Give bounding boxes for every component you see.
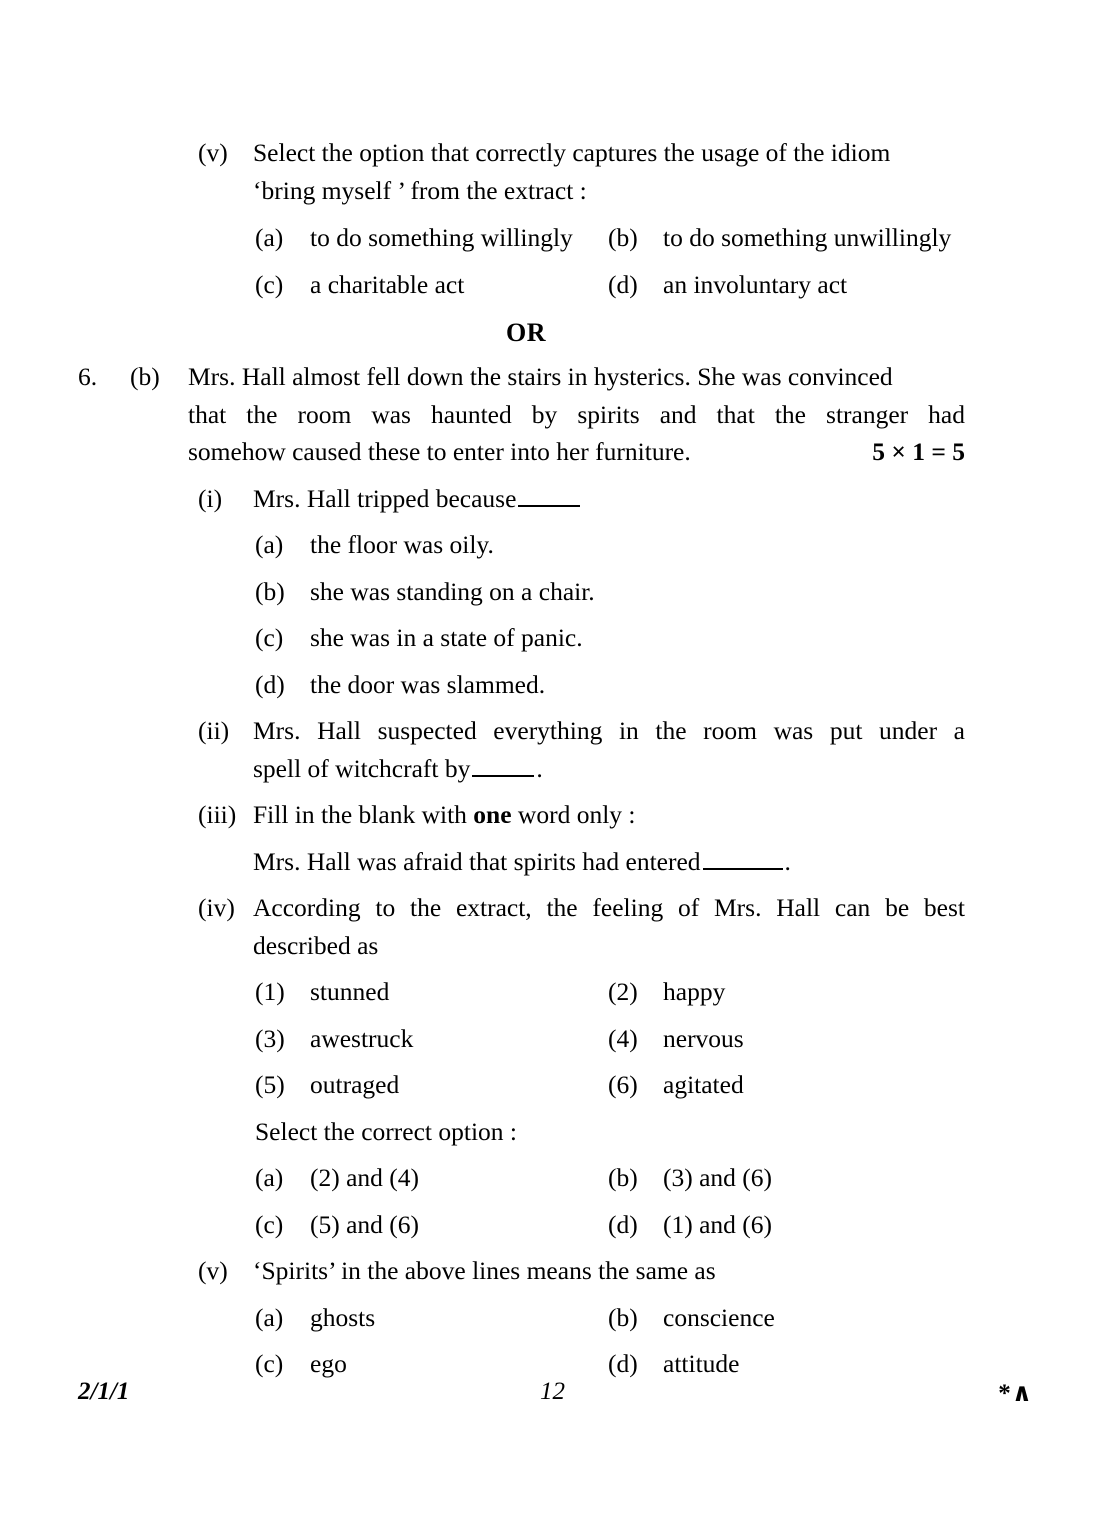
sub-question-v-option-d-label: (d) <box>608 1349 638 1378</box>
sub-question-i-option-b-label: (b) <box>255 576 285 606</box>
sub-question-iv-stem-line-1: According to the extract, the feeling of Mrs. Hall can be best <box>253 893 965 922</box>
numbered-option-3-text: awestruck <box>310 1023 414 1053</box>
sub-question-ii-line-1: Mrs. Hall suspected everything in the room was put under a <box>253 716 965 745</box>
sub-question-iv-option-b[interactable] <box>608 1159 1105 1197</box>
numbered-option-5-text: outraged <box>310 1070 400 1099</box>
numbered-option-5[interactable] <box>255 1066 608 1104</box>
option-b[interactable] <box>608 219 1105 257</box>
sub-question-i-option-d-label: (d) <box>255 669 285 699</box>
sub-question-iii-sentence <box>253 843 1105 881</box>
sub-question-iv-numbered-row-1 <box>0 973 1105 1011</box>
sub-question-iii-instruction <box>253 796 1105 834</box>
sub-question-i-blank[interactable] <box>518 488 580 507</box>
sub-question-v <box>0 1252 1105 1383</box>
sub-question-iv-option-c-text: (5) and (6) <box>310 1209 420 1239</box>
sub-question-i-option-d[interactable] <box>0 666 1105 704</box>
sub-question-v-option-d-text: attitude <box>663 1349 740 1378</box>
numbered-option-3-label: (3) <box>255 1023 285 1053</box>
sub-question-i-option-a-text: the floor was oily. <box>310 530 494 559</box>
sub-question-iv-option-c[interactable] <box>255 1206 608 1244</box>
sub-question-iii-body <box>253 796 1105 880</box>
or-divider: OR <box>506 318 546 347</box>
sub-question-v-option-a-text: ghosts <box>310 1302 376 1332</box>
question-6-extract-row <box>0 358 1105 471</box>
sub-question-v-stem: ‘Spirits’ in the above lines means the same as <box>253 1256 716 1285</box>
sub-question-iii-blank[interactable] <box>703 851 783 870</box>
question-v-previous <box>0 134 1105 303</box>
sub-question-iv-option-d-label: (d) <box>608 1209 638 1239</box>
sub-question-i-option-c-label: (c) <box>255 623 284 652</box>
sub-question-i-stem-text: Mrs. Hall tripped because <box>253 483 517 513</box>
sub-question-iii-row <box>0 796 1105 880</box>
sub-question-i-option-c-text: she was in a state of panic. <box>310 623 583 652</box>
sub-question-v-option-c[interactable] <box>255 1345 608 1383</box>
option-d[interactable] <box>608 266 1105 304</box>
question-6-part-label: (b) <box>130 362 160 391</box>
option-b-text: to do something unwillingly <box>663 223 952 252</box>
sub-question-iv-stem-row <box>0 889 1105 964</box>
sub-question-v-option-c-text: ego <box>310 1349 347 1378</box>
sub-question-ii-text <box>253 712 965 787</box>
sub-question-iv-stem <box>253 889 965 964</box>
question-6 <box>0 358 1105 1383</box>
question-v-stem-line-2: ‘bring myself ’ from the extract : <box>253 175 587 205</box>
sub-question-iv-options-row-1 <box>0 1159 1105 1197</box>
question-6-extract-line-3: somehow caused these to enter into her furniture. <box>188 437 691 466</box>
numbered-option-5-label: (5) <box>255 1070 285 1099</box>
sub-question-iv-option-c-label: (c) <box>255 1209 284 1239</box>
option-c-text: a charitable act <box>310 269 465 299</box>
sub-question-v-option-b-text: conscience <box>663 1302 775 1332</box>
question-6-extract-line-2: that the room was haunted by spirits and that the stranger had <box>188 399 965 429</box>
question-6-marks: 5 × 1 = 5 <box>872 437 965 466</box>
question-v-options-row-1 <box>0 219 1105 257</box>
paper-code: 2/1/1 <box>78 1378 130 1405</box>
option-c-label: (c) <box>255 269 284 299</box>
page-end-mark: *∧ <box>998 1380 1033 1407</box>
question-v-roman-label: (v) <box>198 138 228 167</box>
sub-question-i-option-a-label: (a) <box>255 530 284 559</box>
page-footer <box>0 1378 1105 1418</box>
option-a[interactable] <box>255 219 608 257</box>
question-6-extract-line-1: Mrs. Hall almost fell down the stairs in hysterics. She was convinced <box>188 362 893 391</box>
sub-question-i-stem <box>253 480 1105 518</box>
sub-question-v-roman: (v) <box>198 1256 228 1285</box>
question-6-number: 6. <box>78 362 98 391</box>
sub-question-i-option-d-text: the door was slammed. <box>310 669 546 699</box>
sub-question-iv-option-b-text: (3) and (6) <box>663 1163 773 1192</box>
sub-question-v-options-row-2 <box>0 1345 1105 1383</box>
option-c[interactable] <box>255 266 608 304</box>
numbered-option-1-label: (1) <box>255 977 285 1006</box>
numbered-option-6-label: (6) <box>608 1070 638 1099</box>
option-a-text: to do something willingly <box>310 223 573 252</box>
numbered-option-2-label: (2) <box>608 977 638 1006</box>
sub-question-iv-option-a-label: (a) <box>255 1163 284 1192</box>
option-a-label: (a) <box>255 223 284 252</box>
sub-question-v-option-d[interactable] <box>608 1345 1105 1383</box>
numbered-option-1-text: stunned <box>310 977 390 1006</box>
sub-question-iii-sentence-period: . <box>784 846 791 876</box>
question-6-extract-line-3-row <box>188 433 965 471</box>
option-b-label: (b) <box>608 223 638 252</box>
sub-question-ii-line-2-text: spell of witchcraft by <box>253 753 471 783</box>
numbered-option-6[interactable] <box>608 1066 1105 1104</box>
sub-question-v-option-b[interactable] <box>608 1299 1105 1337</box>
sub-question-iv-numbered-row-3 <box>0 1066 1105 1104</box>
numbered-option-2[interactable] <box>608 973 1105 1011</box>
sub-question-ii <box>0 712 1105 787</box>
numbered-option-4-text: nervous <box>663 1023 744 1053</box>
sub-question-iv-option-d[interactable] <box>608 1206 1105 1244</box>
sub-question-iii-instruction-post: word only : <box>511 800 636 829</box>
sub-question-v-stem-row <box>0 1252 1105 1290</box>
sub-question-v-options-row-1 <box>0 1299 1105 1337</box>
question-v-options-row-2 <box>0 266 1105 304</box>
sub-question-iv-select-prompt: Select the correct option : <box>255 1116 517 1146</box>
sub-question-ii-line-2 <box>253 750 965 788</box>
sub-question-i <box>0 480 1105 704</box>
option-d-text: an involuntary act <box>663 269 848 299</box>
sub-question-v-option-b-label: (b) <box>608 1302 638 1332</box>
sub-question-ii-blank[interactable] <box>472 758 534 777</box>
page-number: 12 <box>540 1378 565 1405</box>
numbered-option-6-text: agitated <box>663 1070 744 1099</box>
numbered-option-2-text: happy <box>663 977 726 1006</box>
sub-question-iii-instruction-pre: Fill in the blank with <box>253 800 474 829</box>
sub-question-v-option-c-label: (c) <box>255 1349 284 1378</box>
sub-question-ii-row <box>0 712 1105 787</box>
sub-question-i-option-c[interactable] <box>0 619 1105 657</box>
numbered-option-4-label: (4) <box>608 1023 638 1053</box>
numbered-option-4[interactable] <box>608 1020 1105 1058</box>
sub-question-iv-option-d-text: (1) and (6) <box>663 1209 773 1239</box>
sub-question-i-option-b[interactable] <box>0 573 1105 611</box>
sub-question-i-option-b-text: she was standing on a chair. <box>310 576 595 606</box>
sub-question-iv <box>0 889 1105 1243</box>
sub-question-iv-option-a-text: (2) and (4) <box>310 1163 420 1192</box>
sub-question-i-roman: (i) <box>198 483 223 513</box>
numbered-option-3[interactable] <box>255 1020 608 1058</box>
question-v-stem-row <box>0 134 1105 209</box>
numbered-option-1[interactable] <box>255 973 608 1011</box>
sub-question-iii-roman: (iii) <box>198 800 237 829</box>
sub-question-i-stem-row <box>0 480 1105 518</box>
sub-question-iv-option-a[interactable] <box>255 1159 608 1197</box>
sub-question-iv-numbered-row-2 <box>0 1020 1105 1058</box>
sub-question-ii-roman: (ii) <box>198 716 230 745</box>
question-v-stem-line-1: Select the option that correctly captures the usage of the idiom <box>253 138 891 167</box>
sub-question-iv-stem-line-2: described as <box>253 930 379 960</box>
option-d-label: (d) <box>608 269 638 299</box>
question-v-stem-text <box>253 134 965 209</box>
question-6-extract-text <box>188 358 965 471</box>
sub-question-v-option-a-label: (a) <box>255 1302 284 1332</box>
sub-question-iv-roman: (iv) <box>198 893 235 922</box>
sub-question-iii-instruction-emphasis: one <box>473 800 512 829</box>
sub-question-v-option-a[interactable] <box>255 1299 608 1337</box>
sub-question-iv-options-row-2 <box>0 1206 1105 1244</box>
sub-question-iv-option-b-label: (b) <box>608 1163 638 1192</box>
sub-question-ii-line-2-period: . <box>536 753 543 783</box>
sub-question-i-option-a[interactable] <box>0 526 1105 564</box>
sub-question-iii-sentence-text: Mrs. Hall was afraid that spirits had entered <box>253 846 701 876</box>
sub-question-iii <box>0 796 1105 880</box>
